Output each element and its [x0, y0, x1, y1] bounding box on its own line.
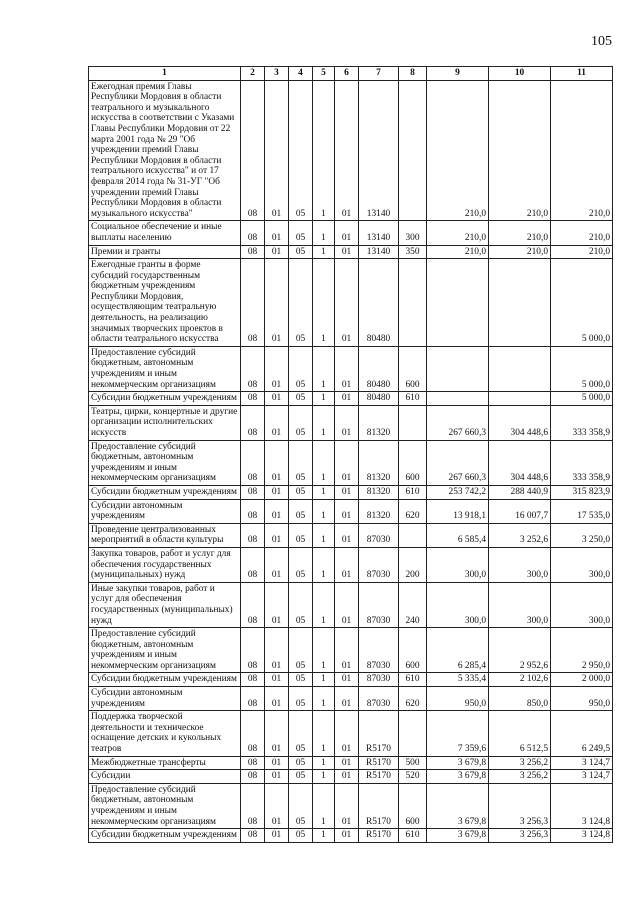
code-cell: 08 — [241, 711, 265, 756]
code-cell: 520 — [399, 770, 427, 784]
row-name: Премии и гранты — [89, 245, 241, 259]
row-name: Иные закупки товаров, работ и услуг для обеспечения государственных (муниципальных) нужд — [89, 582, 241, 627]
code-cell: 05 — [289, 346, 313, 391]
table-row — [89, 687, 613, 711]
code-cell: 87030 — [359, 673, 399, 687]
row-name: Проведение централизованных мероприятий в области культуры — [89, 523, 241, 547]
amount-cell: 7 359,6 — [427, 711, 489, 756]
table-row — [89, 245, 613, 259]
amount-cell: 315 823,9 — [551, 485, 613, 499]
amount-cell: 210,0 — [427, 245, 489, 259]
amount-cell: 210,0 — [551, 80, 613, 221]
code-cell: 05 — [289, 547, 313, 582]
amount-cell — [489, 392, 551, 406]
code-cell: 05 — [289, 405, 313, 440]
amount-cell: 300,0 — [427, 582, 489, 627]
code-cell: 08 — [241, 221, 265, 245]
amount-cell: 16 007,7 — [489, 499, 551, 523]
table-row — [89, 523, 613, 547]
amount-cell: 210,0 — [427, 221, 489, 245]
amount-cell: 5 000,0 — [551, 392, 613, 406]
amount-cell: 3 679,8 — [427, 783, 489, 828]
code-cell: 01 — [265, 440, 289, 485]
amount-cell: 2 952,6 — [489, 628, 551, 673]
code-cell: R5170 — [359, 829, 399, 843]
table-row — [89, 440, 613, 485]
row-name: Субсидии бюджетным учреждениям — [89, 485, 241, 499]
code-cell: 13140 — [359, 245, 399, 259]
table-row — [89, 405, 613, 440]
amount-cell — [489, 346, 551, 391]
code-cell: 1 — [313, 628, 335, 673]
amount-cell: 210,0 — [489, 245, 551, 259]
code-cell: 08 — [241, 245, 265, 259]
code-cell: 87030 — [359, 687, 399, 711]
row-name: Предоставление субсидий бюджетным, автономным учреждениям и иным некоммерческим организациям — [89, 346, 241, 391]
code-cell: 01 — [335, 770, 359, 784]
amount-cell: 2 950,0 — [551, 628, 613, 673]
code-cell: 01 — [335, 523, 359, 547]
code-cell: 1 — [313, 673, 335, 687]
code-cell: 1 — [313, 756, 335, 770]
code-cell: 08 — [241, 499, 265, 523]
code-cell: 01 — [265, 80, 289, 221]
amount-cell: 3 250,0 — [551, 523, 613, 547]
amount-cell: 6 249,5 — [551, 711, 613, 756]
amount-cell: 210,0 — [489, 221, 551, 245]
row-name: Субсидии автономным учреждениям — [89, 687, 241, 711]
amount-cell: 3 124,7 — [551, 756, 613, 770]
budget-table — [88, 66, 613, 843]
code-cell: 01 — [335, 783, 359, 828]
amount-cell: 288 440,9 — [489, 485, 551, 499]
table-row — [89, 499, 613, 523]
amount-cell: 300,0 — [489, 582, 551, 627]
row-name: Поддержка творческой деятельности и техническое оснащение детских и кукольных театров — [89, 711, 241, 756]
amount-cell: 210,0 — [489, 80, 551, 221]
code-cell: 01 — [335, 756, 359, 770]
code-cell: 01 — [335, 346, 359, 391]
code-cell: 08 — [241, 80, 265, 221]
table-row — [89, 756, 613, 770]
amount-cell: 6 512,5 — [489, 711, 551, 756]
code-cell: 1 — [313, 711, 335, 756]
amount-cell: 5 335,4 — [427, 673, 489, 687]
code-cell: 1 — [313, 80, 335, 221]
code-cell: 13140 — [359, 221, 399, 245]
amount-cell: 950,0 — [427, 687, 489, 711]
row-name: Предоставление субсидий бюджетным, автономным учреждениям и иным некоммерческим организациям — [89, 440, 241, 485]
code-cell: 01 — [335, 582, 359, 627]
code-cell: 600 — [399, 783, 427, 828]
code-cell: 01 — [265, 783, 289, 828]
amount-cell: 3 124,8 — [551, 783, 613, 828]
row-name: Театры, цирки, концертные и другие организации исполнительских искусств — [89, 405, 241, 440]
code-cell: 01 — [265, 547, 289, 582]
table-row — [89, 628, 613, 673]
code-cell: 08 — [241, 783, 265, 828]
code-cell: 80480 — [359, 259, 399, 347]
code-cell: 01 — [265, 711, 289, 756]
code-cell: 05 — [289, 829, 313, 843]
amount-cell: 210,0 — [551, 245, 613, 259]
code-cell: 05 — [289, 523, 313, 547]
code-cell: 80480 — [359, 392, 399, 406]
row-name: Субсидии бюджетным учреждениям — [89, 829, 241, 843]
code-cell: 01 — [265, 499, 289, 523]
table-header-row — [89, 67, 613, 81]
code-cell: 01 — [335, 499, 359, 523]
code-cell: 620 — [399, 687, 427, 711]
code-cell: 01 — [335, 673, 359, 687]
amount-cell: 3 256,3 — [489, 783, 551, 828]
amount-cell: 3 256,2 — [489, 756, 551, 770]
code-cell: 08 — [241, 582, 265, 627]
code-cell: 05 — [289, 259, 313, 347]
code-cell — [399, 259, 427, 347]
amount-cell: 333 358,9 — [551, 440, 613, 485]
amount-cell: 6 585,4 — [427, 523, 489, 547]
code-cell: R5170 — [359, 770, 399, 784]
code-cell: 01 — [265, 392, 289, 406]
row-name: Ежегодная премия Главы Республики Мордовия в области театрального и музыкального искусства в соответствии с Указами Главы Республики Мордовия от 22 марта 2001 года № 29 "Об учреждении премий Главы Республики Мордовия в области театрального искусства" и от 17 февраля 2014 года № 31-УГ "Об учреждении премий Главы Республики Мордовия в области музыкального искусства" — [89, 80, 241, 221]
code-cell: 01 — [335, 829, 359, 843]
code-cell: 01 — [335, 392, 359, 406]
code-cell: 05 — [289, 245, 313, 259]
code-cell: R5170 — [359, 783, 399, 828]
amount-cell: 6 285,4 — [427, 628, 489, 673]
code-cell: 01 — [335, 440, 359, 485]
code-cell: 1 — [313, 346, 335, 391]
code-cell: 08 — [241, 673, 265, 687]
table-row — [89, 770, 613, 784]
page-number: 105 — [591, 34, 612, 49]
amount-cell: 950,0 — [551, 687, 613, 711]
amount-cell: 17 535,0 — [551, 499, 613, 523]
code-cell: 05 — [289, 499, 313, 523]
table-row — [89, 582, 613, 627]
code-cell: 08 — [241, 485, 265, 499]
code-cell: 05 — [289, 783, 313, 828]
code-cell: 1 — [313, 485, 335, 499]
code-cell: 1 — [313, 259, 335, 347]
code-cell: 01 — [265, 770, 289, 784]
code-cell: 01 — [335, 711, 359, 756]
code-cell: 01 — [265, 687, 289, 711]
code-cell: 08 — [241, 547, 265, 582]
code-cell: 08 — [241, 259, 265, 347]
code-cell: 81320 — [359, 405, 399, 440]
amount-cell — [489, 259, 551, 347]
amount-cell: 210,0 — [551, 221, 613, 245]
amount-cell: 5 000,0 — [551, 259, 613, 347]
code-cell — [399, 80, 427, 221]
code-cell: 01 — [265, 346, 289, 391]
amount-cell: 300,0 — [427, 547, 489, 582]
table-row — [89, 392, 613, 406]
table-row — [89, 80, 613, 221]
code-cell: 1 — [313, 221, 335, 245]
row-name: Межбюджетные трансферты — [89, 756, 241, 770]
code-cell: 01 — [265, 673, 289, 687]
amount-cell: 850,0 — [489, 687, 551, 711]
table-body — [89, 80, 613, 842]
code-cell: 01 — [265, 628, 289, 673]
code-cell: 05 — [289, 711, 313, 756]
column-header: 9 — [427, 67, 489, 81]
amount-cell: 304 448,6 — [489, 405, 551, 440]
code-cell: 01 — [335, 245, 359, 259]
code-cell: 1 — [313, 582, 335, 627]
code-cell: 01 — [335, 80, 359, 221]
code-cell: 1 — [313, 405, 335, 440]
amount-cell: 5 000,0 — [551, 346, 613, 391]
code-cell: 05 — [289, 687, 313, 711]
code-cell: 08 — [241, 346, 265, 391]
code-cell: 1 — [313, 687, 335, 711]
column-header: 5 — [313, 67, 335, 81]
code-cell: 05 — [289, 392, 313, 406]
table-row — [89, 485, 613, 499]
code-cell: 610 — [399, 485, 427, 499]
amount-cell: 13 918,1 — [427, 499, 489, 523]
code-cell: 300 — [399, 221, 427, 245]
amount-cell: 2 102,6 — [489, 673, 551, 687]
row-name: Предоставление субсидий бюджетным, автономным учреждениям и иным некоммерческим организациям — [89, 628, 241, 673]
code-cell — [399, 523, 427, 547]
table-row — [89, 221, 613, 245]
amount-cell — [427, 346, 489, 391]
amount-cell — [427, 259, 489, 347]
amount-cell: 3 124,8 — [551, 829, 613, 843]
row-name: Закупка товаров, работ и услуг для обеспечения государственных (муниципальных) нужд — [89, 547, 241, 582]
code-cell — [399, 405, 427, 440]
code-cell: 01 — [335, 628, 359, 673]
code-cell: 87030 — [359, 523, 399, 547]
row-name: Ежегодные гранты в форме субсидий государственным бюджетным учреждениям Республики Мордовия, осуществляющим театральную деятельность, на реализацию значимых творческих проектов в области театрального искусства — [89, 259, 241, 347]
code-cell: 80480 — [359, 346, 399, 391]
code-cell: 500 — [399, 756, 427, 770]
amount-cell: 210,0 — [427, 80, 489, 221]
code-cell: 05 — [289, 221, 313, 245]
amount-cell: 2 000,0 — [551, 673, 613, 687]
amount-cell: 267 660,3 — [427, 440, 489, 485]
amount-cell: 300,0 — [489, 547, 551, 582]
table-row — [89, 783, 613, 828]
code-cell: 01 — [265, 405, 289, 440]
code-cell: 350 — [399, 245, 427, 259]
code-cell: 01 — [265, 245, 289, 259]
column-header: 7 — [359, 67, 399, 81]
code-cell: 08 — [241, 829, 265, 843]
code-cell: 1 — [313, 829, 335, 843]
code-cell: 08 — [241, 405, 265, 440]
column-header: 3 — [265, 67, 289, 81]
code-cell: 610 — [399, 673, 427, 687]
code-cell: 610 — [399, 829, 427, 843]
code-cell: 05 — [289, 770, 313, 784]
code-cell: 610 — [399, 392, 427, 406]
table-row — [89, 673, 613, 687]
row-name: Субсидии бюджетным учреждениям — [89, 392, 241, 406]
code-cell: 87030 — [359, 582, 399, 627]
code-cell: 81320 — [359, 499, 399, 523]
code-cell: 01 — [335, 485, 359, 499]
code-cell: 1 — [313, 499, 335, 523]
code-cell: 05 — [289, 485, 313, 499]
amount-cell — [427, 392, 489, 406]
code-cell: 05 — [289, 440, 313, 485]
table-row — [89, 711, 613, 756]
code-cell: 1 — [313, 783, 335, 828]
column-header: 8 — [399, 67, 427, 81]
code-cell: 05 — [289, 756, 313, 770]
code-cell: R5170 — [359, 756, 399, 770]
code-cell: 05 — [289, 673, 313, 687]
code-cell: 81320 — [359, 485, 399, 499]
amount-cell: 304 448,6 — [489, 440, 551, 485]
row-name: Субсидии автономным учреждениям — [89, 499, 241, 523]
amount-cell: 267 660,3 — [427, 405, 489, 440]
code-cell: 01 — [265, 485, 289, 499]
code-cell: 05 — [289, 582, 313, 627]
code-cell: 620 — [399, 499, 427, 523]
amount-cell: 3 679,8 — [427, 756, 489, 770]
code-cell: 08 — [241, 392, 265, 406]
code-cell: 08 — [241, 523, 265, 547]
column-header: 1 — [89, 67, 241, 81]
code-cell: 200 — [399, 547, 427, 582]
column-header: 2 — [241, 67, 265, 81]
row-name: Субсидии — [89, 770, 241, 784]
column-header: 10 — [489, 67, 551, 81]
table-row — [89, 547, 613, 582]
code-cell: 87030 — [359, 547, 399, 582]
code-cell: 1 — [313, 440, 335, 485]
code-cell: 05 — [289, 80, 313, 221]
code-cell: 05 — [289, 628, 313, 673]
amount-cell: 3 679,8 — [427, 829, 489, 843]
code-cell: 01 — [265, 582, 289, 627]
code-cell: 1 — [313, 392, 335, 406]
row-name: Субсидии бюджетным учреждениям — [89, 673, 241, 687]
code-cell: 1 — [313, 770, 335, 784]
code-cell: 08 — [241, 628, 265, 673]
code-cell: 1 — [313, 547, 335, 582]
code-cell: 240 — [399, 582, 427, 627]
amount-cell: 3 252,6 — [489, 523, 551, 547]
code-cell: 01 — [265, 259, 289, 347]
amount-cell: 3 256,2 — [489, 770, 551, 784]
code-cell: 1 — [313, 523, 335, 547]
code-cell: 08 — [241, 687, 265, 711]
row-name: Предоставление субсидий бюджетным, автономным учреждениям и иным некоммерческим организациям — [89, 783, 241, 828]
amount-cell: 333 358,9 — [551, 405, 613, 440]
code-cell: 08 — [241, 756, 265, 770]
amount-cell: 3 256,3 — [489, 829, 551, 843]
row-name: Социальное обеспечение и иные выплаты населению — [89, 221, 241, 245]
table-row — [89, 829, 613, 843]
column-header: 6 — [335, 67, 359, 81]
code-cell: 87030 — [359, 628, 399, 673]
code-cell: 81320 — [359, 440, 399, 485]
code-cell: R5170 — [359, 711, 399, 756]
code-cell: 08 — [241, 770, 265, 784]
code-cell: 01 — [265, 756, 289, 770]
code-cell: 08 — [241, 440, 265, 485]
code-cell: 01 — [335, 405, 359, 440]
code-cell: 600 — [399, 440, 427, 485]
code-cell: 01 — [335, 687, 359, 711]
code-cell: 600 — [399, 346, 427, 391]
code-cell: 01 — [265, 523, 289, 547]
table-row — [89, 346, 613, 391]
amount-cell: 3 124,7 — [551, 770, 613, 784]
code-cell: 01 — [335, 221, 359, 245]
amount-cell: 300,0 — [551, 582, 613, 627]
code-cell: 13140 — [359, 80, 399, 221]
code-cell — [399, 711, 427, 756]
code-cell: 1 — [313, 245, 335, 259]
amount-cell: 300,0 — [551, 547, 613, 582]
column-header: 4 — [289, 67, 313, 81]
column-header: 11 — [551, 67, 613, 81]
code-cell: 01 — [335, 259, 359, 347]
amount-cell: 253 742,2 — [427, 485, 489, 499]
amount-cell: 3 679,8 — [427, 770, 489, 784]
code-cell: 600 — [399, 628, 427, 673]
code-cell: 01 — [265, 829, 289, 843]
code-cell: 01 — [335, 547, 359, 582]
table-row — [89, 259, 613, 347]
code-cell: 01 — [265, 221, 289, 245]
